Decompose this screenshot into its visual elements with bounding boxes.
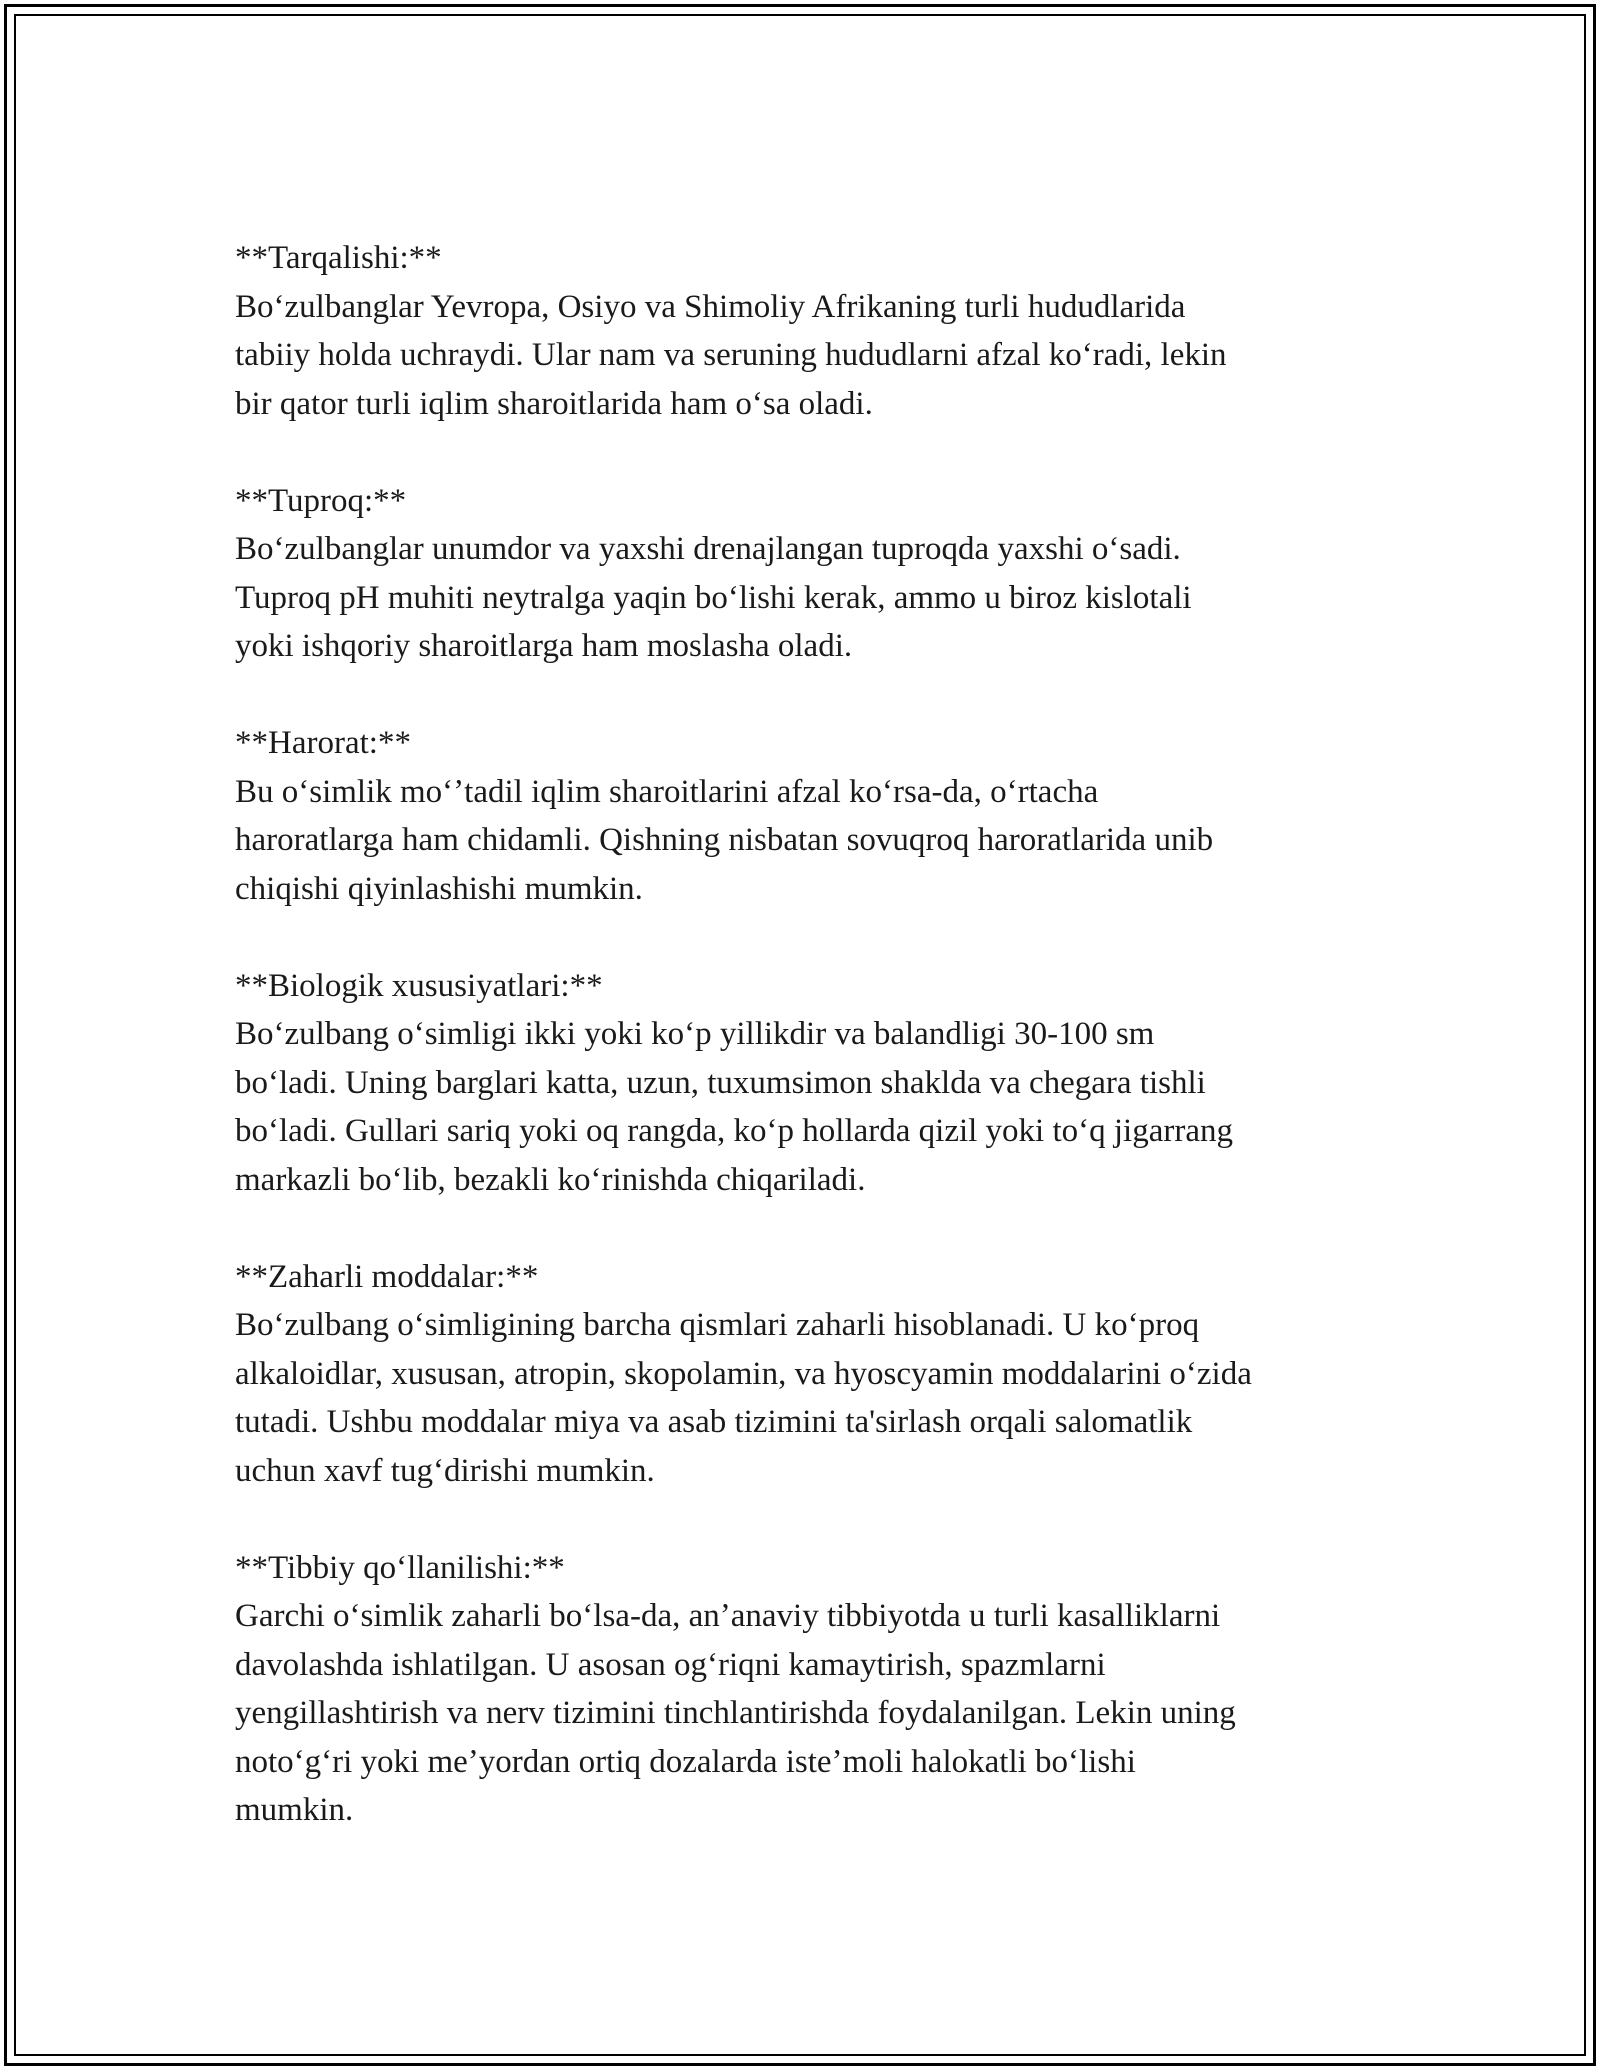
paragraph-line: Boʻzulbanglar unumdor va yaxshi drenajlangan tuproqda yaxshi oʻsadi. — [235, 531, 1181, 567]
section-harorat — [235, 719, 1385, 913]
paragraph-line: bir qator turli iqlim sharoitlarida ham oʻsa oladi. — [235, 385, 873, 422]
section-heading: **Tarqalishi:** — [235, 240, 442, 276]
paragraph-line: alkaloidlar, xususan, atropin, skopolamin, va hyoscyamin moddalarini oʻzida — [235, 1355, 1252, 1392]
section-tarqalishi — [235, 234, 1385, 428]
section-biologik-xususiyatlari — [235, 962, 1385, 1205]
section-heading: **Tibbiy qoʻllanilishi:** — [235, 1549, 565, 1586]
section-heading: **Biologik xususiyatlari:** — [235, 967, 603, 1004]
paragraph-line: davolashda ishlatilgan. U asosan ogʻriqni kamaytirish, spazmlarni — [235, 1646, 1106, 1683]
paragraph-line: yengillashtirish va nerv tizimini tinchlantirishda foydalanilgan. Lekin uning — [235, 1695, 1236, 1731]
section-zaharli-moddalar — [235, 1253, 1385, 1496]
paragraph-line: Bu oʻsimlik moʻʼtadil iqlim sharoitlarini afzal koʻrsa-da, oʻrtacha — [235, 773, 1099, 810]
paragraph-line: mumkin. — [235, 1792, 354, 1828]
paragraph-line: yoki ishqoriy sharoitlarga ham moslasha oladi. — [235, 628, 853, 664]
section-tuproq — [235, 477, 1385, 671]
section-heading: **Tuproq:** — [235, 482, 407, 519]
paragraph-line: tutadi. Ushbu moddalar miya va asab tizimini ta'sirlash orqali salomatlik — [235, 1404, 1193, 1440]
paragraph-line: haroratlarga ham chidamli. Qishning nisbatan sovuqroq haroratlarida unib — [235, 822, 1214, 858]
paragraph-line: chiqishi qiyinlashishi mumkin. — [235, 870, 643, 907]
paragraph-line: boʻladi. Uning barglari katta, uzun, tuxumsimon shaklda va chegara tishli — [235, 1064, 1206, 1101]
paragraph-line: Boʻzulbanglar Yevropa, Osiyo va Shimoliy Afrikaning turli hududlarida — [235, 288, 1186, 325]
paragraph-line: uchun xavf tugʻdirishi mumkin. — [235, 1452, 655, 1489]
paragraph-line: markazli boʻlib, bezakli koʻrinishda chiqariladi. — [235, 1161, 866, 1198]
paragraph-line: Garchi oʻsimlik zaharli boʻlsa-da, anʼanaviy tibbiyotda u turli kasalliklarni — [235, 1598, 1221, 1634]
paragraph-line: boʻladi. Gullari sariq yoki oq rangda, koʻp hollarda qizil yoki toʻq jigarrang — [235, 1113, 1233, 1149]
paragraph-line: Tuproq pH muhiti neytralga yaqin boʻlishi kerak, ammo u biroz kislotali — [235, 579, 1192, 616]
section-tibbiy-qollanilishi — [235, 1544, 1385, 1835]
paragraph-line: notoʻgʻri yoki meʼyordan ortiq dozalarda isteʼmoli halokatli boʻlishi — [235, 1743, 1136, 1780]
paragraph-line: Boʻzulbang oʻsimligining barcha qismlari zaharli hisoblanadi. U koʻproq — [235, 1307, 1200, 1343]
section-heading: **Harorat:** — [235, 725, 411, 761]
document-body — [235, 234, 1385, 1883]
paragraph-line: tabiiy holda uchraydi. Ular nam va seruning hududlarni afzal koʻradi, lekin — [235, 337, 1227, 373]
paragraph-line: Boʻzulbang oʻsimligi ikki yoki koʻp yillikdir va balandligi 30-100 sm — [235, 1016, 1155, 1052]
section-heading: **Zaharli moddalar:** — [235, 1258, 539, 1295]
